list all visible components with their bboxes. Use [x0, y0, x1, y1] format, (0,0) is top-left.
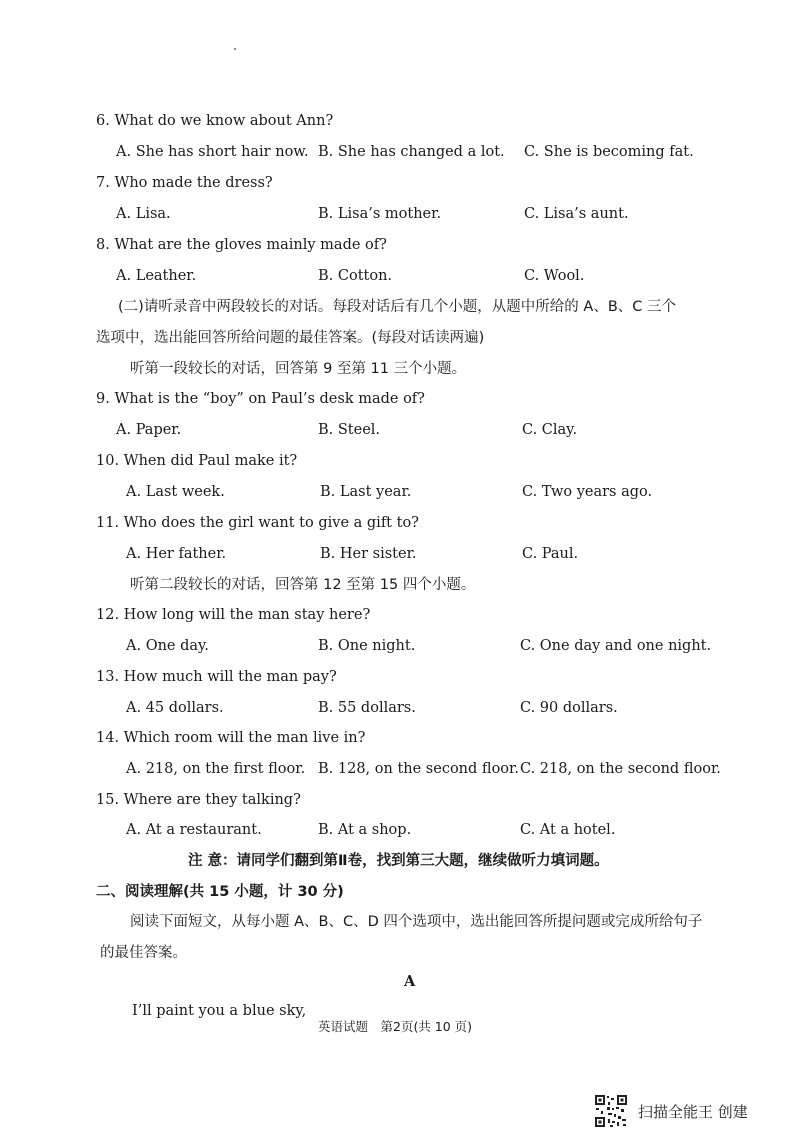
reading-section-title: 二、阅读理解(共 15 小题，计 30 分)	[96, 884, 344, 900]
q13-option-a: A. 45 dollars.	[126, 700, 224, 716]
q14-option-a: A. 218, on the first floor.	[126, 761, 306, 777]
q11-option-c: C. Paul.	[522, 546, 579, 562]
dialog-2-intro: 听第二段较长的对话，回答第 12 至第 15 四个小题。	[130, 577, 476, 593]
q6-option-c: C. She is becoming fat.	[524, 144, 694, 160]
qr-code-icon	[594, 1094, 628, 1128]
q10-option-a: A. Last week.	[126, 484, 225, 500]
q9-option-a: A. Paper.	[116, 422, 182, 438]
q12-option-a: A. One day.	[126, 638, 209, 654]
q14-option-c: C. 218, on the second floor.	[520, 761, 721, 777]
notice: 注 意：请同学们翻到第Ⅱ卷，找到第三大题，继续做听力填词题。	[188, 853, 609, 869]
q14-option-b: B. 128, on the second floor.	[318, 761, 519, 777]
question-15: 15. Where are they talking?	[96, 792, 301, 808]
q8-option-a: A. Leather.	[116, 268, 197, 284]
q12-option-b: B. One night.	[318, 638, 416, 654]
q15-option-a: A. At a restaurant.	[126, 822, 262, 838]
q8-option-c: C. Wool.	[524, 268, 585, 284]
question-11: 11. Who does the girl want to give a gift to?	[96, 515, 419, 531]
q7-option-c: C. Lisa’s aunt.	[524, 206, 629, 222]
section-intro-line-2: 选项中，选出能回答所给问题的最佳答案。(每段对话读两遍)	[96, 330, 485, 346]
q10-option-c: C. Two years ago.	[522, 484, 653, 500]
reading-intro-line-2: 的最佳答案。	[100, 945, 187, 961]
q9-option-b: B. Steel.	[318, 422, 381, 438]
q11-option-b: B. Her sister.	[320, 546, 417, 562]
question-6: 6. What do we know about Ann?	[96, 113, 334, 129]
scanner-watermark	[594, 1094, 748, 1128]
page-footer: 英语试题 第2页(共 10 页)	[318, 1019, 473, 1034]
q12-option-c: C. One day and one night.	[520, 638, 712, 654]
question-13: 13. How much will the man pay?	[96, 669, 337, 685]
q15-option-c: C. At a hotel.	[520, 822, 616, 838]
q8-option-b: B. Cotton.	[318, 268, 393, 284]
question-14: 14. Which room will the man live in?	[96, 730, 366, 746]
q9-option-c: C. Clay.	[522, 422, 578, 438]
reading-intro-line-1: 阅读下面短文，从每小题 A、B、C、D 四个选项中，选出能回答所提问题或完成所给句子	[130, 914, 703, 930]
passage-label: A	[404, 973, 416, 990]
q15-option-b: B. At a shop.	[318, 822, 412, 838]
scan-speck	[234, 48, 236, 50]
q11-option-a: A. Her father.	[126, 546, 227, 562]
watermark-text: 扫描全能王 创建	[638, 1102, 748, 1121]
q13-option-c: C. 90 dollars.	[520, 700, 618, 716]
question-7: 7. Who made the dress?	[96, 175, 273, 191]
dialog-1-intro: 听第一段较长的对话，回答第 9 至第 11 三个小题。	[130, 361, 467, 377]
question-10: 10. When did Paul make it?	[96, 453, 298, 469]
q7-option-b: B. Lisa’s mother.	[318, 206, 442, 222]
q13-option-b: B. 55 dollars.	[318, 700, 416, 716]
q6-option-a: A. She has short hair now.	[116, 144, 309, 160]
section-intro-line-1: (二)请听录音中两段较长的对话。每段对话后有几个小题，从题中所给的 A、B、C 三个	[118, 299, 677, 315]
question-9: 9. What is the “boy” on Paul’s desk made of?	[96, 391, 425, 407]
q6-option-b: B. She has changed a lot.	[318, 144, 505, 160]
question-12: 12. How long will the man stay here?	[96, 607, 371, 623]
q7-option-a: A. Lisa.	[116, 206, 171, 222]
passage-first-line: I’ll paint you a blue sky,	[132, 1003, 307, 1019]
question-8: 8. What are the gloves mainly made of?	[96, 237, 387, 253]
q10-option-b: B. Last year.	[320, 484, 412, 500]
